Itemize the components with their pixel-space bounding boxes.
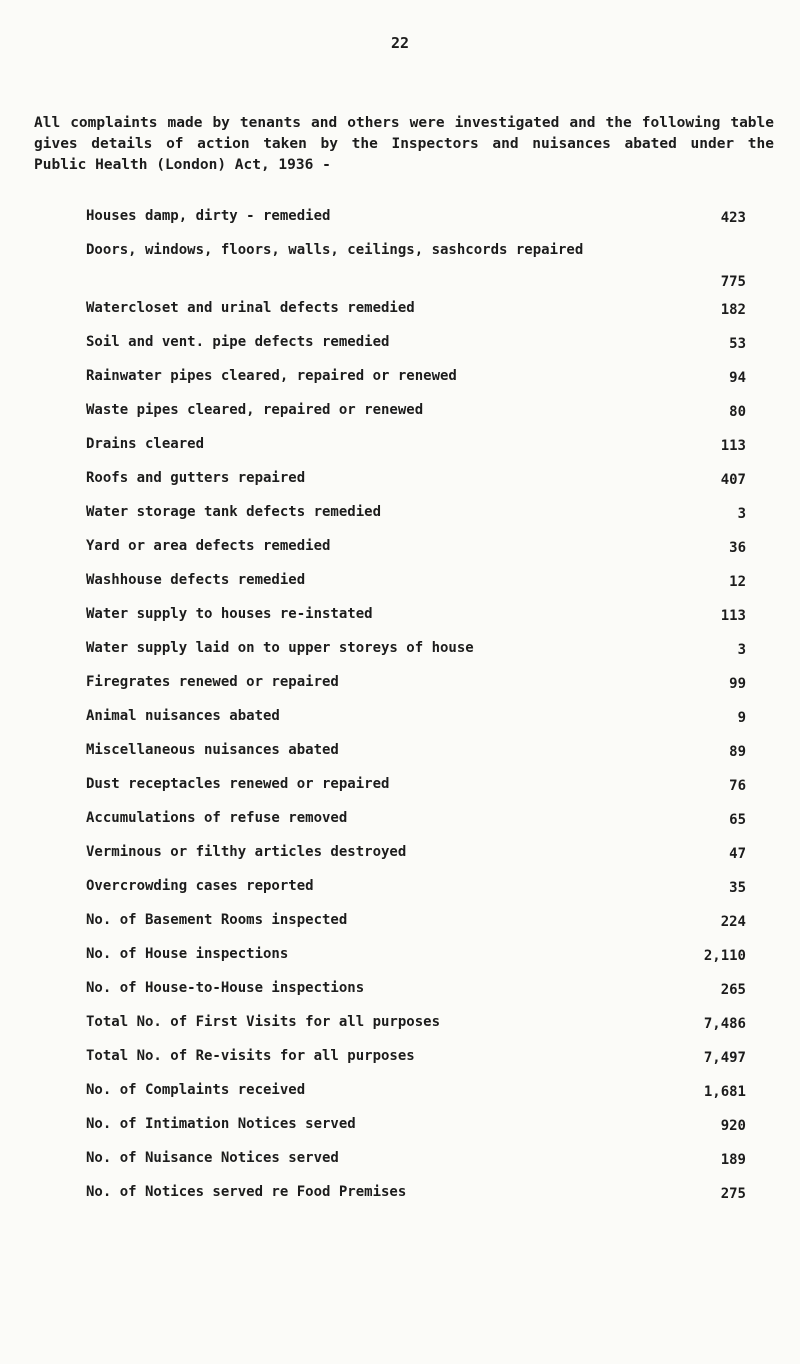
row-label: Total No. of Re-visits for all purposes bbox=[86, 1048, 415, 1064]
row-label: Firegrates renewed or repaired bbox=[86, 674, 339, 690]
row-value: 113 bbox=[720, 608, 746, 624]
row-label: Water storage tank defects remedied bbox=[86, 504, 382, 520]
row-label: Houses damp, dirty - remedied bbox=[86, 208, 331, 224]
row-label: Drains cleared bbox=[86, 436, 205, 452]
row-value: 275 bbox=[720, 1186, 746, 1202]
row-label: Rainwater pipes cleared, repaired or renewed bbox=[86, 368, 457, 384]
table-row bbox=[86, 1012, 746, 1046]
table-row bbox=[86, 910, 746, 944]
row-label: Verminous or filthy articles destroyed bbox=[86, 844, 407, 860]
table-row bbox=[86, 1148, 746, 1182]
table-row bbox=[86, 638, 746, 672]
row-value: 76 bbox=[729, 778, 746, 794]
table-row bbox=[86, 774, 746, 808]
row-label: Water supply laid on to upper storeys of house bbox=[86, 640, 474, 656]
row-label: Water supply to houses re-instated bbox=[86, 606, 373, 622]
row-value: 1,681 bbox=[703, 1084, 746, 1100]
table-row bbox=[86, 604, 746, 638]
row-value: 407 bbox=[720, 472, 746, 488]
table-row bbox=[86, 570, 746, 604]
row-value: 7,497 bbox=[703, 1050, 746, 1066]
row-value: 113 bbox=[720, 438, 746, 454]
row-value: 224 bbox=[720, 914, 746, 930]
row-value: 35 bbox=[729, 880, 746, 896]
row-label: No. of Notices served re Food Premises bbox=[86, 1184, 407, 1200]
table-row bbox=[86, 1182, 746, 1216]
action-table bbox=[86, 206, 746, 1216]
table-row bbox=[86, 808, 746, 842]
row-label: Dust receptacles renewed or repaired bbox=[86, 776, 390, 792]
table-row bbox=[86, 332, 746, 366]
row-label: Waste pipes cleared, repaired or renewed bbox=[86, 402, 424, 418]
row-label: Watercloset and urinal defects remedied bbox=[86, 300, 415, 316]
row-value: 7,486 bbox=[703, 1016, 746, 1032]
row-label: Miscellaneous nuisances abated bbox=[86, 742, 339, 758]
table-row bbox=[86, 706, 746, 740]
row-label: No. of Basement Rooms inspected bbox=[86, 912, 348, 928]
row-label: No. of House-to-House inspections bbox=[86, 980, 365, 996]
row-value: 36 bbox=[729, 540, 746, 556]
row-value: 9 bbox=[737, 710, 746, 726]
table-row bbox=[86, 978, 746, 1012]
row-label: Doors, windows, floors, walls, ceilings, sashcords repaired bbox=[86, 242, 584, 258]
row-value: 3 bbox=[737, 642, 746, 658]
row-label: Accumulations of refuse removed bbox=[86, 810, 348, 826]
row-value: 47 bbox=[729, 846, 746, 862]
row-value: 89 bbox=[729, 744, 746, 760]
table-row bbox=[86, 740, 746, 774]
row-value: 94 bbox=[729, 370, 746, 386]
row-label: Total No. of First Visits for all purposes bbox=[86, 1014, 441, 1030]
row-label: Overcrowding cases reported bbox=[86, 878, 314, 894]
row-label: Yard or area defects remedied bbox=[86, 538, 331, 554]
row-value: 182 bbox=[720, 302, 746, 318]
table-row bbox=[86, 1114, 746, 1148]
table-row bbox=[86, 434, 746, 468]
table-row bbox=[86, 1046, 746, 1080]
row-value: 3 bbox=[737, 506, 746, 522]
row-label: Washhouse defects remedied bbox=[86, 572, 306, 588]
intro-paragraph: All complaints made by tenants and others were investigated and the following table gives details of action taken by the Inspectors and nuisances abated under the Public Health (London) Act, 1936 - bbox=[34, 115, 774, 173]
row-label: No. of Nuisance Notices served bbox=[86, 1150, 339, 1166]
table-row bbox=[86, 468, 746, 502]
row-value: 265 bbox=[720, 982, 746, 998]
row-value: 920 bbox=[720, 1118, 746, 1134]
row-label: No. of House inspections bbox=[86, 946, 289, 962]
row-value: 53 bbox=[729, 336, 746, 352]
row-value: 2,110 bbox=[703, 948, 746, 964]
table-row bbox=[86, 240, 746, 298]
row-value: 775 bbox=[720, 274, 746, 290]
row-value: 189 bbox=[720, 1152, 746, 1168]
row-label: Soil and vent. pipe defects remedied bbox=[86, 334, 390, 350]
row-label: No. of Intimation Notices served bbox=[86, 1116, 356, 1132]
table-row bbox=[86, 944, 746, 978]
page-number: 22 bbox=[390, 34, 410, 52]
row-label: Roofs and gutters repaired bbox=[86, 470, 306, 486]
row-value: 12 bbox=[729, 574, 746, 590]
table-row bbox=[86, 366, 746, 400]
table-row bbox=[86, 876, 746, 910]
table-row bbox=[86, 1080, 746, 1114]
row-label: No. of Complaints received bbox=[86, 1082, 306, 1098]
table-row bbox=[86, 400, 746, 434]
row-value: 423 bbox=[720, 210, 746, 226]
row-value: 65 bbox=[729, 812, 746, 828]
table-row bbox=[86, 502, 746, 536]
table-row bbox=[86, 206, 746, 240]
row-value: 99 bbox=[729, 676, 746, 692]
table-row bbox=[86, 842, 746, 876]
row-value: 80 bbox=[729, 404, 746, 420]
table-row bbox=[86, 536, 746, 570]
row-label: Animal nuisances abated bbox=[86, 708, 280, 724]
table-row bbox=[86, 672, 746, 706]
table-row bbox=[86, 298, 746, 332]
